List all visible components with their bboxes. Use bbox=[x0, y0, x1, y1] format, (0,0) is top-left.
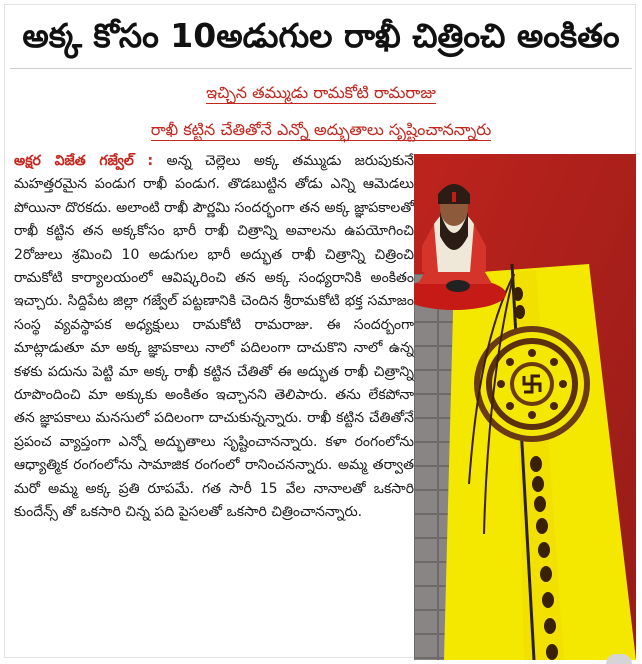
article-photo bbox=[414, 154, 636, 660]
article-body bbox=[14, 150, 414, 650]
rakhi-mandala bbox=[474, 326, 590, 442]
subheadline-2: రాఖీ కట్టిన చేతితోనే ఎన్నో అద్భుతాలు సృష్టించానన్నారు bbox=[150, 120, 492, 139]
logo-mark bbox=[606, 654, 632, 664]
article-text: అన్న చెల్లెలు అక్క తమ్ముడు జరుపుకునే మహత్తరమైన పండుగ రాఖీ పండుగ. తొడబుట్టిన తోడు ఎన్ని ఆమెడలు పోయినా దొరకదు. అలాంటి రాఖీ పౌర్ణమి సందర్భంగా తన అక్క జ్ఞాపకాలతో రాఖీ కట్టిన తన అక్కకోసం భారీ రాఖీ చిత్రాన్ని అవాలను ఉపయోగించి 2రోజులు శ్రమించి 10 అడుగుల భారీ అద్భుత రాఖీ చిత్రాన్ని చిత్రించి రామకోటి కార్యాలయంలో ఆవిష్కరించి తన అక్క సంధ్యరానికి అంకితం ఇచ్చారు. సిద్దిపేట జిల్లా గజ్వేల్ పట్టణానికి చెందిన శ్రీరామకోటి భక్త సమాజం సంస్థ వ్యవస్థాపక అధ్యక్షులు రామకోటి రామరాజు. ఈ సందర్బంగా మాట్లాడుతూ మా అక్క జ్ఞాపకాలు నాలో పదిలంగా దాచుకొని నాలో ఉన్న కళకు పదును పెట్టి మా అక్క రాఖీ కట్టిన చేతితో ఈ అద్భుత రాఖీ చిత్రాన్ని రూపొందించి మా అక్కుకు అంకితం ఇచ్చానని తెలిపారు. తను లేకపోనా తన జ్ఞాపకాలు మనసులో పదిలంగా దాచుకున్నన్నారు. రాఖీ కట్టిన చేతితోనే ప్రపంచ వ్యాప్తంగా ఎన్నో అద్భుతాలు సృష్టించానన్నారు. కళా రంగంలోను ఆధ్యాత్మిక రంగంలోను సామాజిక రంగంలో రానించనన్నారు. అమ్మ తర్వాత మరో అమ్మ అక్క ప్రతి రూపమే. గత సారీ 15 వేల నానాలతో ఒకసారి కుందేన్స్ తో ఒకసారి చిన్న పది పైసలతో ఒకసారి చిత్రించానన్నారు. bbox=[14, 153, 415, 521]
rakhi-painting-photo bbox=[414, 154, 636, 660]
divider bbox=[10, 68, 632, 69]
subheadline-1: ఇచ్చిన తమ్ముడు రామకోటి రామరాజు bbox=[206, 83, 436, 102]
headline: అక్క కోసం 10అడుగుల రాఖీ చిత్రించి అంకితం bbox=[22, 16, 620, 55]
byline: అక్షర విజేత గజ్వేల్ : bbox=[14, 153, 154, 169]
article-paragraph bbox=[14, 150, 414, 525]
